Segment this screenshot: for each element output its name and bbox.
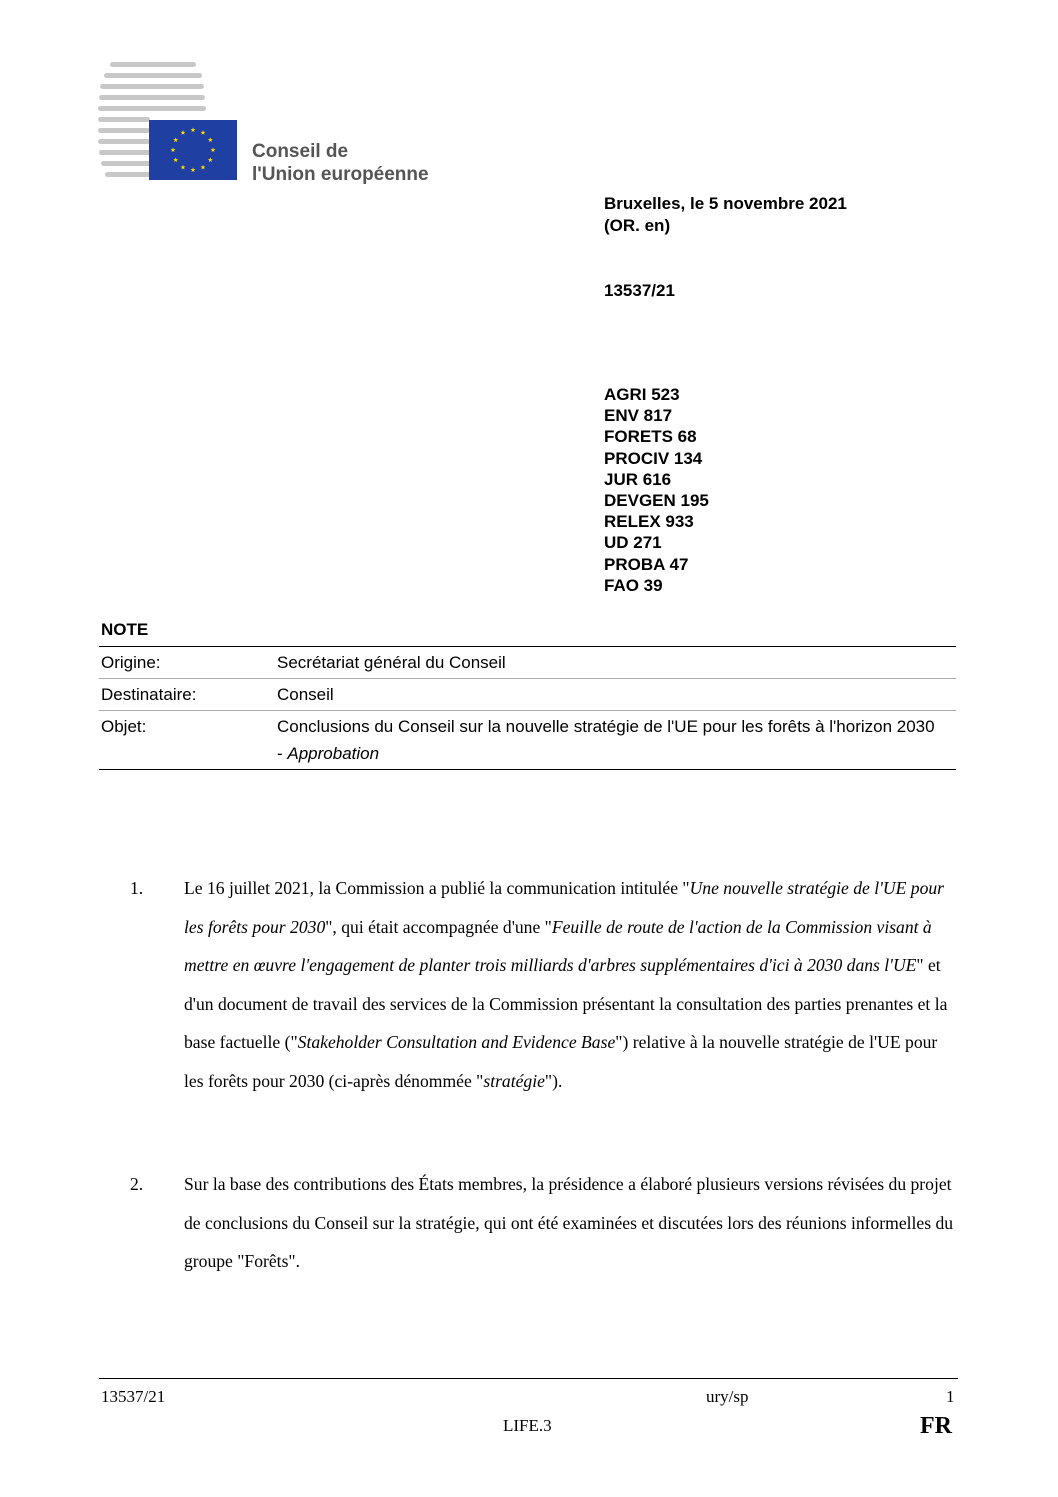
original-language: (OR. en): [604, 216, 671, 235]
code-line: DEVGEN 195: [604, 491, 709, 511]
code-line: RELEX 933: [604, 512, 694, 532]
text-run: Le 16 juillet 2021, la Commission a publié la communication intitulée ": [184, 878, 690, 898]
footer-department: LIFE.3: [503, 1416, 552, 1435]
document-reference: 13537/21: [604, 281, 675, 300]
eu-star-icon: [201, 130, 206, 135]
eu-star-icon: [181, 130, 186, 135]
recipient-label: Destinataire:: [101, 685, 197, 704]
council-name-line1: Conseil de: [252, 141, 349, 162]
italic-run: Stakeholder Consultation and Evidence Base: [297, 1032, 616, 1052]
paragraph-2: [130, 1165, 958, 1281]
paragraph-number: 2.: [130, 1174, 144, 1194]
footer-language: FR: [920, 1413, 952, 1439]
code-line: UD 271: [604, 533, 662, 553]
eu-star-icon: [211, 147, 216, 152]
eu-star-icon: [208, 137, 213, 142]
origin-value: Secrétariat général du Conseil: [277, 653, 506, 672]
code-line: AGRI 523: [604, 385, 680, 404]
eu-flag-icon: [149, 120, 237, 180]
paragraph-text: Sur la base des contributions des États membres, la présidence a élaboré plusieurs versions révisées du projet de conclusions du Conseil sur la stratégie, qui ont été examinées et discutées lors des réunions informelles du groupe "Forêts".: [184, 1174, 954, 1271]
note-table: [99, 646, 956, 770]
text-run: ") relative à la nouvelle stratégie de l'UE pour les forêts pour 2030 (ci-après dénommée ": [184, 1032, 938, 1091]
subject-sub-text: Approbation: [287, 744, 380, 763]
note-row-origin: [99, 647, 956, 678]
code-line: FAO 39: [604, 575, 663, 595]
paragraph-text: [184, 869, 958, 1100]
paragraph-1: [130, 869, 958, 1100]
code-line: PROCIV 134: [604, 448, 703, 468]
italic-run: stratégie: [483, 1070, 545, 1091]
footer-page-number: 1: [946, 1387, 955, 1406]
italic-run: Une nouvelle stratégie de l'UE pour les forêts pour 2030: [184, 878, 945, 937]
text-run: ", qui était accompagnée d'une ": [325, 916, 552, 937]
eu-star-icon: [173, 157, 178, 162]
classification-codes: [604, 384, 709, 596]
eu-star-icon: [173, 137, 178, 142]
council-logo: [98, 58, 458, 188]
eu-star-icon: [171, 147, 176, 152]
code-line: PROBA 47: [604, 554, 689, 574]
footer-initials: ury/sp: [706, 1387, 749, 1406]
footer-reference: 13537/21: [101, 1387, 166, 1406]
recipient-value: Conseil: [277, 685, 334, 704]
note-title: NOTE: [101, 620, 149, 639]
subject-value-container: [277, 711, 956, 769]
subject-sub-prefix: -: [277, 744, 288, 763]
note-row-recipient: [99, 678, 956, 710]
document-date: Bruxelles, le 5 novembre 2021: [604, 194, 847, 213]
eu-star-icon: [191, 167, 196, 172]
origin-label: Origine:: [101, 653, 161, 672]
code-line: JUR 616: [604, 469, 672, 489]
eu-star-icon: [201, 165, 206, 170]
eu-star-icon: [191, 127, 196, 132]
council-name: [252, 140, 429, 186]
subject-label: Objet:: [101, 717, 147, 736]
subject-sub: [277, 743, 946, 764]
eu-star-icon: [181, 165, 186, 170]
code-line: ENV 817: [604, 406, 673, 426]
code-line: FORETS 68: [604, 427, 697, 447]
italic-run: Feuille de route de l'action de la Commission visant à mettre en œuvre l'engagement de planter trois milliards d'arbres supplémentaires d'ici à 2030 dans l'UE: [184, 916, 932, 975]
council-name-line2: l'Union européenne: [252, 164, 429, 185]
text-run: ").: [544, 1070, 563, 1091]
eu-star-icon: [208, 157, 213, 162]
footer-rule: [99, 1378, 958, 1379]
subject-value: Conclusions du Conseil sur la nouvelle stratégie de l'UE pour les forêts à l'horizon 2030: [277, 717, 935, 736]
paragraph-number: 1.: [130, 878, 144, 898]
note-row-subject: [99, 710, 956, 769]
text-run: " et d'un document de travail des services de la Commission présentant la consultation des parties prenantes et la base factuelle (": [184, 955, 948, 1052]
